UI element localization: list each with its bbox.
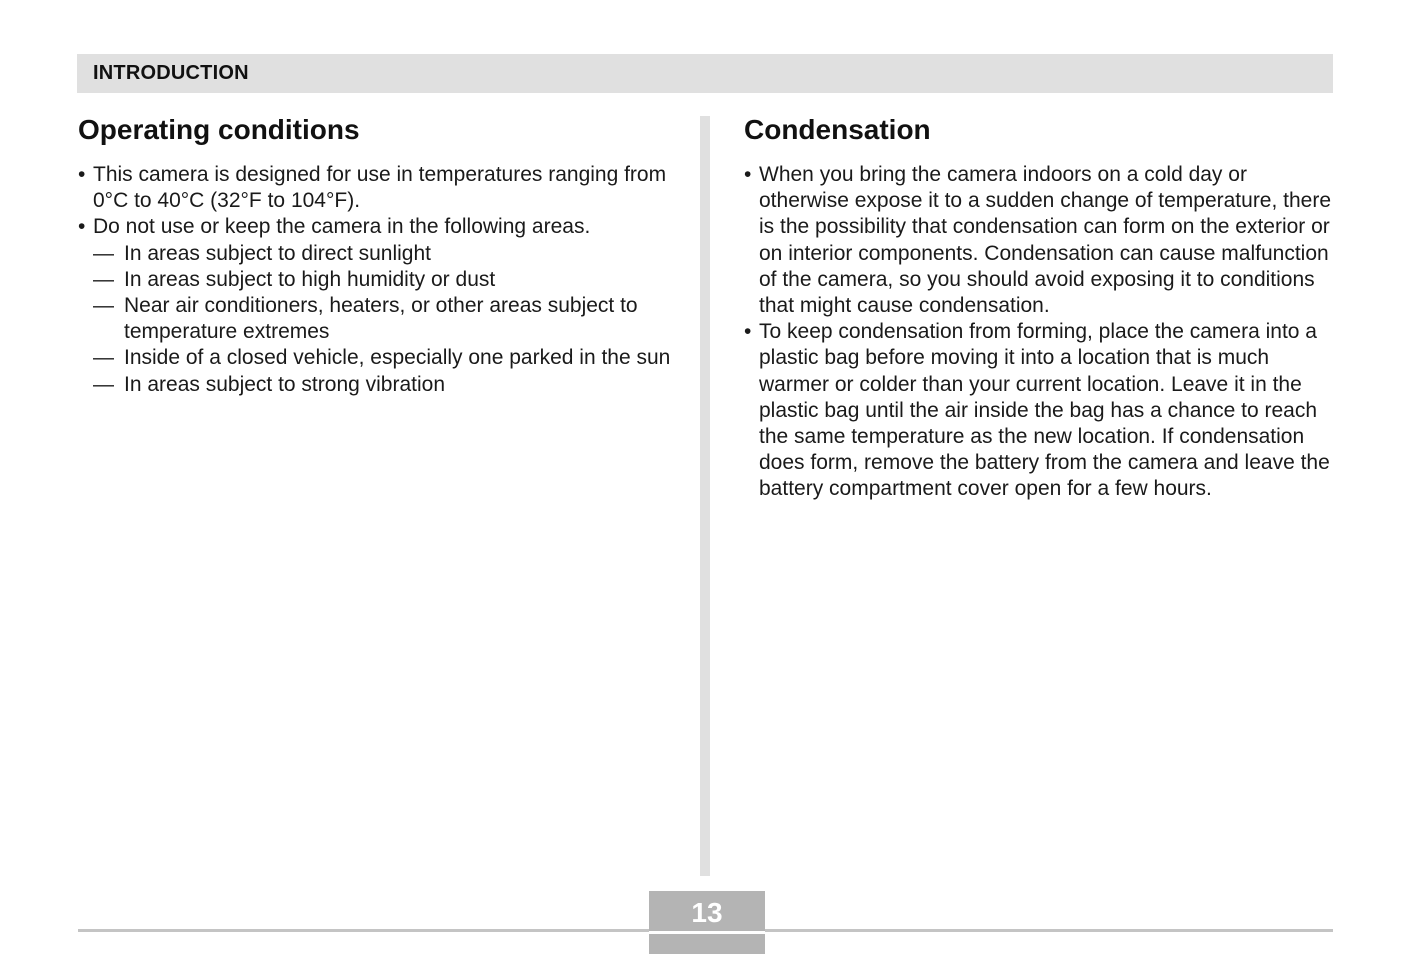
section-title: INTRODUCTION	[93, 62, 249, 84]
operating-conditions-section	[78, 108, 678, 398]
page-number-box	[649, 891, 765, 954]
condensation-section	[744, 108, 1334, 503]
list-item: • To keep condensation from forming, place the camera into a plastic bag before moving it into a location that is much warmer or colder than your current location. Leave it in the plastic bag until the air inside the bag has a chance to reach the same temperature as the new location. If condensation does form, remove the battery from the camera and leave the battery compartment cover open for a few hours.	[744, 319, 1334, 502]
operating-conditions-heading: Operating conditions	[78, 114, 360, 145]
list-item: — Near air conditioners, heaters, or other areas subject to temperature extremes	[78, 293, 678, 345]
condensation-heading: Condensation	[744, 114, 931, 145]
list-item: • Do not use or keep the camera in the following areas.	[78, 214, 678, 240]
condensation-list	[744, 162, 1334, 503]
column-divider	[700, 116, 710, 876]
list-item: — In areas subject to strong vibration	[78, 372, 678, 398]
list-item: • This camera is designed for use in temperatures ranging from 0°C to 40°C (32°F to 104°F).	[78, 162, 678, 214]
list-item: — In areas subject to direct sunlight	[78, 241, 678, 267]
operating-conditions-list	[78, 162, 678, 398]
page-box-gap	[649, 931, 765, 934]
list-item: • When you bring the camera indoors on a cold day or otherwise expose it to a sudden change of temperature, there is the possibility that condensation can form on the exterior or on interior components. Condensation can cause malfunction of the camera, so you should avoid exposing it to conditions that might cause condensation.	[744, 162, 1334, 319]
section-header	[77, 54, 1333, 93]
list-item: — In areas subject to high humidity or dust	[78, 267, 678, 293]
page-number: 13	[691, 897, 723, 928]
list-item: — Inside of a closed vehicle, especially one parked in the sun	[78, 345, 678, 371]
